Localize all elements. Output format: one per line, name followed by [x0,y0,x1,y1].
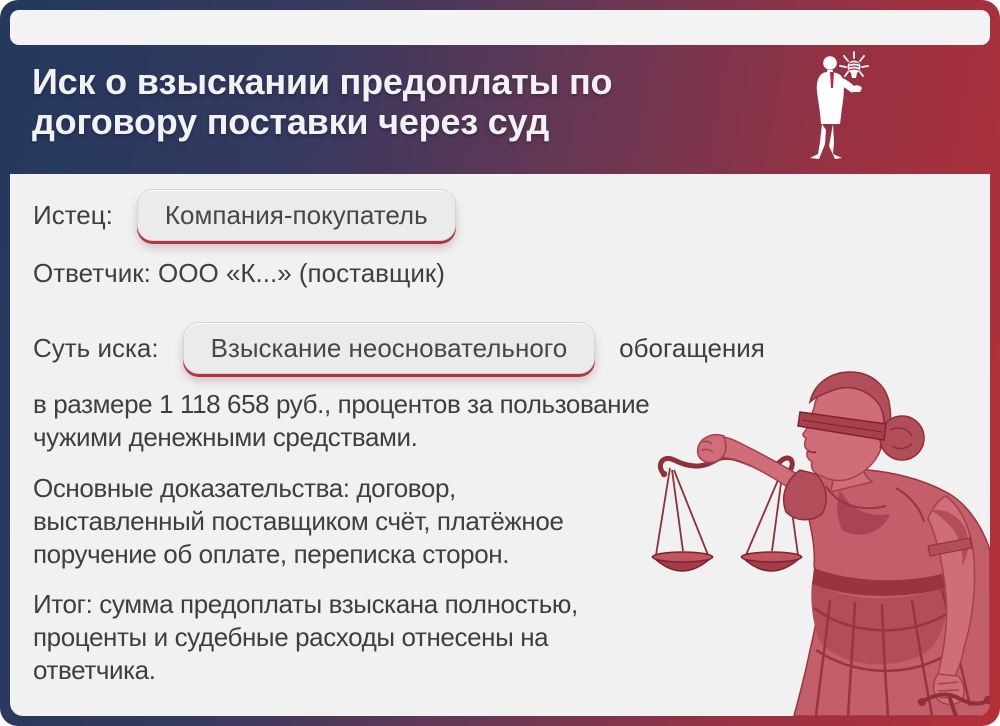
plaintiff-label: Истец: [33,199,113,230]
evidence-paragraph [33,472,564,571]
header-band [10,45,990,174]
plaintiff-row [33,189,456,241]
content-panel [10,174,990,716]
outcome-paragraph [33,588,578,687]
evidence-line1: Основные доказательства: договор, [33,473,456,503]
claim-amount-line2: чужими денежными средствами. [33,422,418,452]
page-title-line1: Иск о взыскании предоплаты по [32,61,613,102]
claim-highlight-button[interactable]: Взыскание неосновательного [183,322,596,374]
claim-label: Суть иска: [33,332,159,363]
outcome-line1: Итог: сумма предоплаты взыскана полностью, [33,589,578,619]
defendant-line: Ответчик: ООО «К...» (поставщик) [33,258,445,288]
plaintiff-value-button[interactable]: Компания-покупатель [137,189,456,241]
top-strip [10,10,990,45]
claim-row [33,322,765,374]
outcome-line3: ответчика. [33,655,156,685]
outcome-line2: проценты и судебные расходы отнесены на [33,622,549,652]
businessman-lightbulb-icon [800,50,872,164]
claim-amount-paragraph [33,388,649,454]
evidence-line3: поручение об оплате, переписка сторон. [33,539,510,569]
claim-tail-text: обогащения [619,332,765,363]
page-title [32,62,612,142]
lady-justice-illustration [650,350,990,716]
page-title-line2: договору поставки через суд [32,101,550,142]
evidence-line2: выставленный поставщиком счёт, платёжное [33,506,564,536]
claim-amount-line1: в размере 1 118 658 руб., процентов за пользование [33,389,650,419]
